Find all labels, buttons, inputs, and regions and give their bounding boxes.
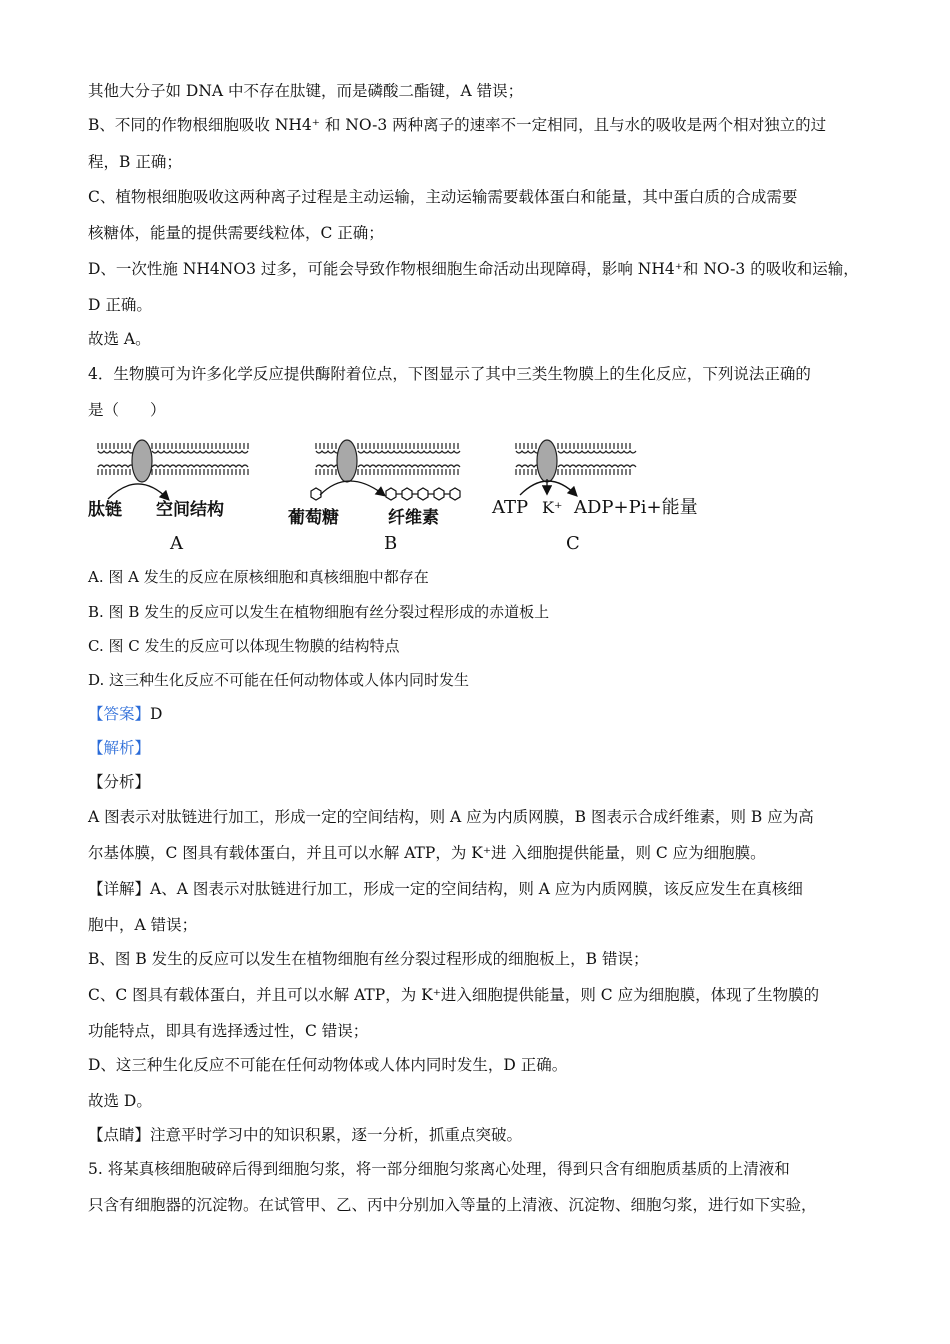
question-4-stem-cont: 是（ ） xyxy=(88,401,166,419)
answer-tag: 【答案】 xyxy=(88,705,151,723)
answer-line xyxy=(88,703,162,725)
detail-line: 【详解】A、A 图表示对肽链进行加工，形成一定的空间结构，则 A 应为内质网膜，该反应发生在真核细 xyxy=(88,880,803,898)
panel-label-b: B xyxy=(384,533,398,554)
label-peptide: 肽链 xyxy=(88,500,122,520)
tip-line: 【点睛】注意平时学习中的知识积累，逐一分析，抓重点突破。 xyxy=(88,1126,523,1144)
text-line: C、植物根细胞吸收这两种离子过程是主动运输，主动运输需要载体蛋白和能量，其中蛋白质的合成需要 xyxy=(88,188,798,206)
question-5-stem-cont: 只含有细胞器的沉淀物。在试管甲、乙、丙中分别加入等量的上清液、沉淀物、细胞匀浆，进行如下实验， xyxy=(88,1196,817,1214)
answer-value: D xyxy=(150,705,163,723)
membrane-a xyxy=(88,440,248,554)
fenxi-line: 尔基体膜，C 图具有载体蛋白，并且可以水解 ATP，为 K⁺进 入细胞提供能量，则 C 应为细胞膜。 xyxy=(88,844,766,862)
membrane-b xyxy=(288,440,460,554)
label-spatial-structure: 空间结构 xyxy=(156,500,224,520)
detail-line: B、图 B 发生的反应可以发生在植物细胞有丝分裂过程形成的细胞板上，B 错误； xyxy=(88,950,649,968)
option-d: D. 这三种生化反应不可能在任何动物体或人体内同时发生 xyxy=(88,671,470,689)
detail-line: 功能特点，即具有选择透过性，C 错误； xyxy=(88,1022,369,1040)
question-5-stem: 5. 将某真核细胞破碎后得到细胞匀浆，将一部分细胞匀浆离心处理，得到只含有细胞质基质的上清液和 xyxy=(88,1160,790,1178)
text-line: D 正确。 xyxy=(88,296,152,314)
glucose-hexagon xyxy=(311,488,321,500)
text-line: 核糖体，能量的提供需要线粒体，C 正确； xyxy=(88,224,384,242)
option-b: B. 图 B 发生的反应可以发生在植物细胞有丝分裂过程形成的赤道板上 xyxy=(88,603,550,621)
detail-line: D、这三种生化反应不可能在任何动物体或人体内同时发生，D 正确。 xyxy=(88,1056,568,1074)
text-line: 程，B 正确； xyxy=(88,153,182,171)
label-k-ion: K⁺ xyxy=(542,498,563,517)
text-line: 其他大分子如 DNA 中不存在肽键，而是磷酸二酯键，A 错误； xyxy=(88,82,524,100)
carrier-protein-c xyxy=(537,440,557,482)
detail-line: C、C 图具有载体蛋白，并且可以水解 ATP，为 K⁺进入细胞提供能量，则 C 应为细胞膜，体现了生物膜的 xyxy=(88,986,820,1004)
analysis-tag: 【解析】 xyxy=(88,739,151,757)
text-line: D、一次性施 NH4NO3 过多，可能会导致作物根细胞生命活动出现障碍，影响 NH4⁺和 NO-3 的吸收和运输， xyxy=(88,260,859,278)
choose-line: 故选 D。 xyxy=(88,1092,152,1110)
fenxi-line: A 图表示对肽链进行加工，形成一定的空间结构，则 A 应为内质网膜，B 图表示合成纤维素，则 B 应为高 xyxy=(88,808,814,826)
label-atp: ATP xyxy=(492,497,529,518)
membrane-c xyxy=(491,440,698,554)
membrane-reaction-figure xyxy=(88,437,728,567)
enzyme-protein-b xyxy=(337,440,357,482)
option-a: A. 图 A 发生的反应在原核细胞和真核细胞中都存在 xyxy=(88,568,429,586)
label-glucose: 葡萄糖 xyxy=(288,508,339,528)
panel-label-a: A xyxy=(170,533,183,554)
text-line: 故选 A。 xyxy=(88,330,151,348)
panel-label-c: C xyxy=(566,533,580,554)
label-adp-pi-energy: ADP+Pi+能量 xyxy=(574,497,698,518)
option-c: C. 图 C 发生的反应可以体现生物膜的结构特点 xyxy=(88,637,400,655)
text-line: B、不同的作物根细胞吸收 NH4⁺ 和 NO-3 两种离子的速率不一定相同，且与水的吸收是两个相对独立的过 xyxy=(88,116,827,134)
cellulose-chain xyxy=(386,488,460,500)
question-4-stem: 4．生物膜可为许多化学反应提供酶附着位点，下图显示了其中三类生物膜上的生化反应，下列说法正确的 xyxy=(88,365,811,383)
fenxi-tag: 【分析】 xyxy=(88,773,151,791)
label-cellulose: 纤维素 xyxy=(388,508,439,528)
enzyme-protein-a xyxy=(132,440,152,482)
detail-line: 胞中，A 错误； xyxy=(88,916,198,934)
